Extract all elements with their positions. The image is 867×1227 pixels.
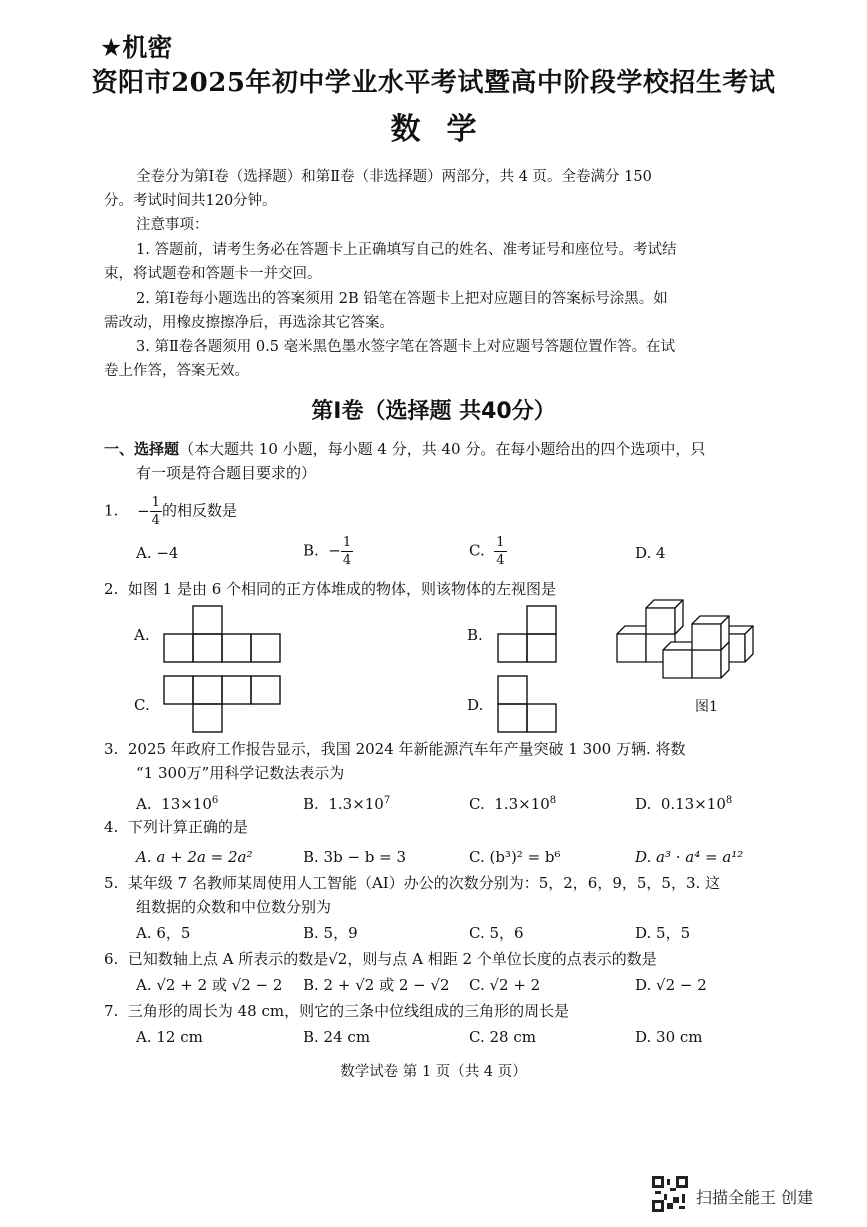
- q1-number: 1.: [104, 501, 119, 520]
- q1-sign: −: [137, 501, 150, 520]
- q3-option-c: C. $1.3\times 10^8$: [469, 795, 557, 813]
- q1-fraction: $\frac{1}{4}$: [151, 495, 160, 528]
- q3-option-b: B. $1.3\times 10^7$: [303, 795, 391, 813]
- q2-option-c-figure: [162, 674, 284, 734]
- q1-option-b: B. − $\frac{1}{4}$: [303, 535, 352, 568]
- q6-option-d: D. √2 − 2: [635, 976, 707, 994]
- confidential-mark: ★机密: [100, 33, 173, 62]
- q2-option-b-label: B.: [467, 626, 483, 644]
- q1-option-d: D. 4: [635, 544, 666, 562]
- question-2: 2. 如图 1 是由 6 个相同的正方体堆成的物体，则该物体的左视图是: [104, 580, 557, 598]
- q5-option-c: C. 5，6: [469, 924, 524, 942]
- exam-title: 资阳市2025年初中学业水平考试暨高中阶段学校招生考试: [91, 68, 776, 98]
- question-5: 5. 某年级 7 名教师某周使用人工智能（AI）办公的次数分别为：5，2，6，9，5，5，3. 这: [104, 874, 721, 892]
- q2-option-a-label: A.: [134, 626, 150, 644]
- q4-option-b: B. 3b − b = 3: [303, 848, 407, 866]
- q5-option-a: A. 6，5: [136, 924, 191, 942]
- question-3: 3. 2025 年政府工作报告显示，我国 2024 年新能源汽车年产量突破 1 300 万辆. 将数: [104, 740, 686, 758]
- q5-option-d: D. 5，5: [635, 924, 691, 942]
- qr-code-icon: [652, 1176, 688, 1212]
- figure-1-caption: 图1: [695, 699, 718, 715]
- q2-option-b-figure: [496, 604, 560, 664]
- question-7: 7. 三角形的周长为 48 cm，则它的三条中位线组成的三角形的周长是: [104, 1002, 570, 1020]
- q7-text: 三角形的周长为 48 cm，则它的三条中位线组成的三角形的周长是: [127, 1002, 570, 1020]
- note-3-line-2: 卷上作答，答案无效。: [104, 363, 249, 379]
- q4-text: 下列计算正确的是: [127, 818, 248, 836]
- note-1-line-2: 束，将试题卷和答题卡一并交回。: [104, 266, 322, 282]
- figure-1-cubes: [612, 598, 758, 694]
- q2-option-d-label: D.: [467, 696, 484, 714]
- note-3-line-1: 3. 第Ⅱ卷各题须用 0.5 毫米黑色墨水签字笔在答题卡上对应题号答题位置作答。在试: [136, 339, 676, 355]
- q2-option-c-label: C.: [134, 696, 150, 714]
- q2-option-d-figure: [496, 674, 560, 734]
- q5-line-2: 组数据的众数和中位数分别为: [136, 898, 332, 916]
- q1-option-c: C. $\frac{1}{4}$: [469, 535, 505, 568]
- intro-line-1: 全卷分为第Ⅰ卷（选择题）和第Ⅱ卷（非选择题）两部分，共 4 页。全卷满分 150: [136, 169, 652, 185]
- q1-option-a: A. −4: [136, 544, 179, 562]
- intro-line-2: 分。考试时间共120分钟。: [104, 193, 277, 209]
- page-footer: 数学试卷 第 1 页（共 4 页）: [340, 1064, 527, 1080]
- q6-option-b: B. 2 + √2 或 2 − √2: [303, 976, 450, 994]
- q5-line-1: 某年级 7 名教师某周使用人工智能（AI）办公的次数分别为：5，2，6，9，5，5，3. 这: [127, 874, 721, 892]
- q7-option-b: B. 24 cm: [303, 1028, 371, 1046]
- q4-option-a: A. a + 2a = 2a²: [136, 848, 253, 866]
- part-1-desc-2: 有一项是符合题目要求的）: [136, 464, 317, 482]
- q3-option-d: D. $0.13\times 10^8$: [635, 795, 733, 813]
- q7-option-a: A. 12 cm: [136, 1028, 203, 1046]
- section-title: 第Ⅰ卷（选择题 共40分）: [311, 399, 556, 424]
- scanner-watermark: 扫描全能王 创建: [696, 1188, 814, 1207]
- note-2-line-2: 需改动，用橡皮擦擦净后，再选涂其它答案。: [104, 315, 394, 331]
- question-4: 4. 下列计算正确的是: [104, 818, 248, 836]
- q3-option-a: A. $13\times 10^6$: [136, 795, 219, 813]
- note-2-line-1: 2. 第Ⅰ卷每小题选出的答案须用 2B 铅笔在答题卡上把对应题目的答案标号涂黑。如: [136, 291, 668, 307]
- q7-option-d: D. 30 cm: [635, 1028, 703, 1046]
- q6-sqrt: √2: [328, 950, 348, 968]
- subject-title: 数学: [390, 112, 503, 147]
- q6-option-c: C. √2 + 2: [469, 976, 541, 994]
- q7-option-c: C. 28 cm: [469, 1028, 536, 1046]
- part-1-heading: [104, 438, 705, 460]
- part-1-desc: （本大题共 10 小题，每小题 4 分，共 40 分。在每小题给出的四个选项中，只: [179, 440, 706, 458]
- q4-option-d: D. a³ · a⁴ = a¹²: [635, 848, 744, 866]
- question-6: 6. 已知数轴上点 A 所表示的数是√2，则与点 A 相距 2 个单位长度的点表示的数是: [104, 950, 657, 968]
- question-1: [104, 496, 237, 527]
- notes-title: 注意事项：: [136, 217, 209, 233]
- q4-option-c: C. (b³)² = b⁶: [469, 848, 561, 866]
- part-1-label: 一、选择题: [104, 440, 180, 458]
- q6-option-a: A. √2 + 2 或 √2 − 2: [136, 976, 283, 994]
- q2-option-a-figure: [162, 604, 284, 664]
- q5-option-b: B. 5，9: [303, 924, 358, 942]
- note-1-line-1: 1. 答题前，请考生务必在答题卡上正确填写自己的姓名、准考证号和座位号。考试结: [136, 242, 677, 258]
- q2-text: 如图 1 是由 6 个相同的正方体堆成的物体，则该物体的左视图是: [127, 580, 557, 598]
- q3-line-2: “1 300万”用科学记数法表示为: [136, 764, 345, 782]
- q1-text: 的相反数是: [161, 501, 237, 520]
- q3-line-1: 2025 年政府工作报告显示，我国 2024 年新能源汽车年产量突破 1 300 万辆. 将数: [127, 740, 686, 758]
